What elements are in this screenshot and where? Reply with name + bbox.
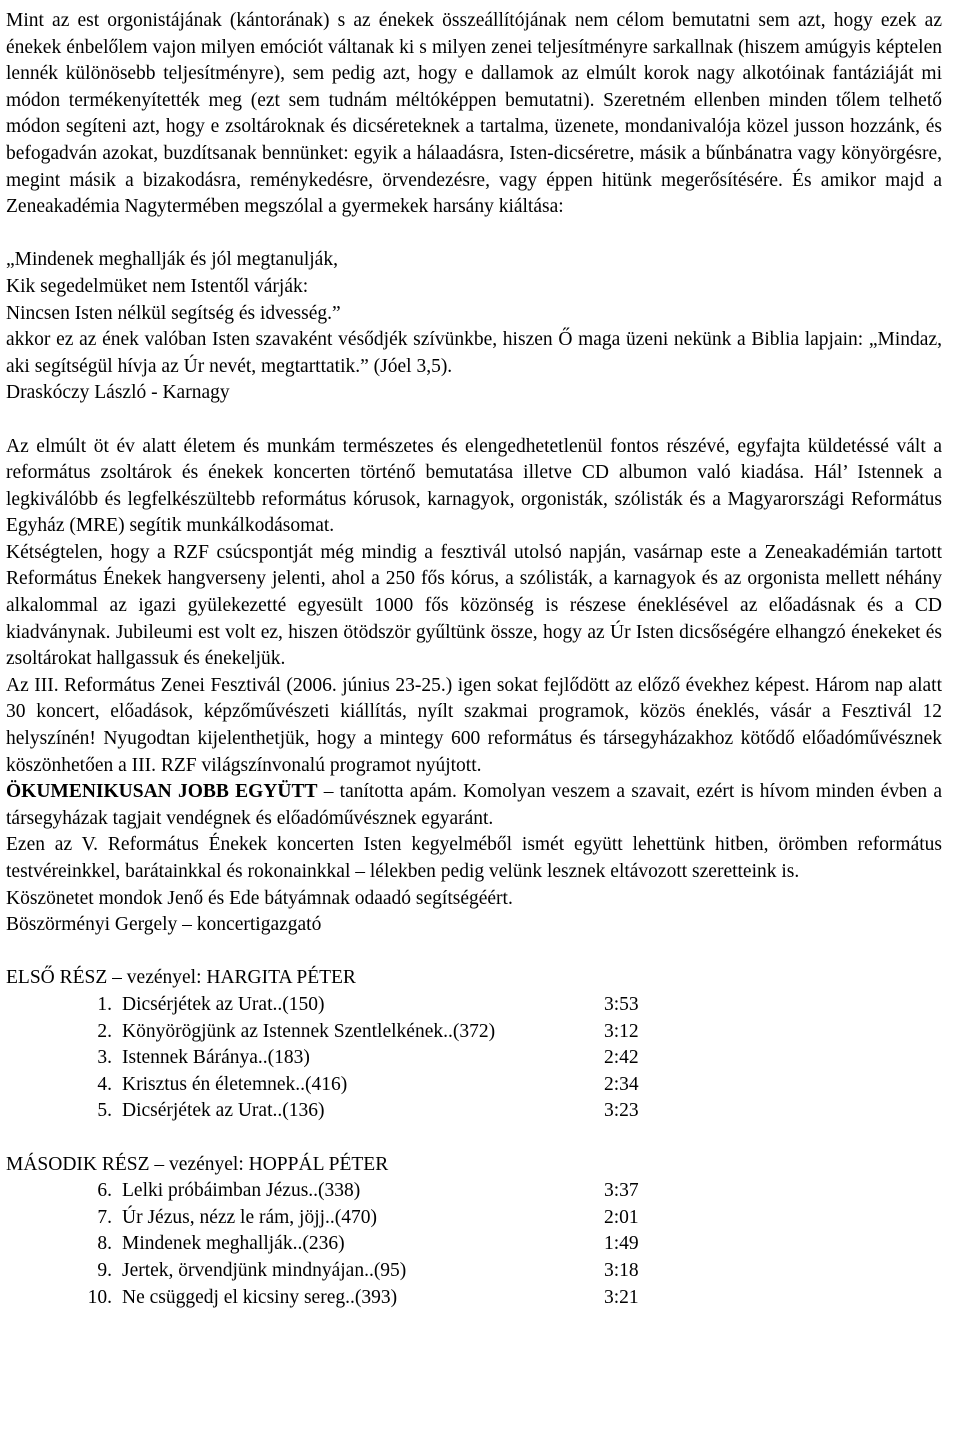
setlist-item-title: Istennek Báránya..(183) xyxy=(122,1047,310,1069)
paragraph-thanks: Köszönetet mondok Jenő és Ede bátyámnak odaadó segítségéért. xyxy=(6,887,513,909)
setlist-item-number: 3. xyxy=(97,1047,112,1069)
setlist-item-title: Krisztus én életemnek..(416) xyxy=(122,1073,348,1095)
paragraph-festival: Az III. Református Zenei Fesztivál (2006. június 23-25.) igen sokat fejlődött az előző évekhez képest. Három nap alatt 30 koncert, előadások, képzőművészeti kiállítás, nyílt szakmai programok, közös éneklés, vásár a Fesztivál 12 helyszínén! Nyugodtan kijelenthetjük, hogy a mintegy 600 református és társegyházakhoz kötődő előadóművésznek köszönhetően a III. RZF világszínvonalú programot nyújtott. xyxy=(6,674,942,776)
setlist-item-title: Dicsérjétek az Urat..(136) xyxy=(122,1100,325,1122)
quote-line: Kik segedelmüket nem Istentől várják: xyxy=(6,275,309,297)
spacer xyxy=(6,1125,942,1152)
setlist-item-title: Dicsérjétek az Urat..(150) xyxy=(122,993,325,1015)
setlist-item-title: Könyörögjünk az Istennek Szentlelkének..(372) xyxy=(122,1020,496,1042)
setlist-item xyxy=(6,1098,942,1125)
paragraph-ecumenical xyxy=(6,779,942,832)
setlist-item xyxy=(6,1258,942,1285)
setlist-item-duration: 2:42 xyxy=(604,1047,639,1069)
quote-line: Nincsen Isten nélkül segítség és idvesség.” xyxy=(6,302,341,324)
setlist-item-title: Úr Jézus, nézz le rám, jöjj..(470) xyxy=(122,1206,378,1228)
paragraph-concert: Ezen az V. Református Énekek koncerten Isten kegyelméből ismét együtt lehettünk hitben, örömben református testvéreinkkel, barátainkkal és rokonainkkal – lélekben pedig velünk lesznek eltávozott szeretteink is. xyxy=(6,834,942,882)
intro-paragraph: Mint az est orgonistájának (kántorának) s az énekek összeállítójának nem célom bemutatni sem azt, hogy ezek az énekek énbelőlem vajon milyen emóciót váltanak ki s milyen zenei teljesítményre sarkallnak (hiszem amúgyis képtelen lennék különösebb teljesítményre), sem pedig azt, hogy e dallamok az elmúlt korok nagy alkotóinak fantáziáját mi módon termékenyítették meg (ezt sem tudnám méltóképpen bemutatni). Szeretném ellenben minden tőlem telhető módon segíteni azt, hogy e zsoltároknak és dicséreteknek a tartalma, üzenete, mondanivalója közel jusson hozzánk, és befogadván azokat, buzdítsanak bennünket: egyik a hálaadásra, Isten-dicséretre, másik a bűnbánatra vagy könyörgésre, megint másik a bizakodásra, reménykedésre, örvendezésre, vagy éppen hitünk megerősítésére. És amikor majd a Zeneakadémia Nagytermében megszólal a gyermekek harsány kiáltása: xyxy=(6,10,942,218)
setlist-item-title: Lelki próbáimban Jézus..(338) xyxy=(122,1180,361,1202)
setlist-item-duration: 2:34 xyxy=(604,1073,639,1095)
setlist-item-duration: 2:01 xyxy=(604,1206,639,1228)
setlist-item xyxy=(6,1205,942,1232)
setlist-item-number: 10. xyxy=(87,1286,112,1308)
ecumenical-motto: ÖKUMENIKUSAN JOBB EGYÜTT xyxy=(6,781,318,803)
signature-draskoczy: Draskóczy László - Karnagy xyxy=(6,382,230,404)
setlist-item-number: 1. xyxy=(97,993,112,1015)
setlist-item-title: Mindenek meghallják..(236) xyxy=(122,1233,345,1255)
setlist-item-duration: 3:23 xyxy=(604,1100,639,1122)
setlist-item-duration: 3:53 xyxy=(604,993,639,1015)
setlist-item-number: 7. xyxy=(97,1206,112,1228)
spacer xyxy=(6,221,942,248)
quote-line: „Mindenek meghallják és jól megtanulják, xyxy=(6,249,338,271)
setlist-item-number: 2. xyxy=(97,1020,112,1042)
signature-boszormenyi: Böszörményi Gergely – koncertigazgató xyxy=(6,914,322,936)
quote-block xyxy=(6,247,942,327)
part-1-heading: ELSŐ RÉSZ – vezényel: HARGITA PÉTER xyxy=(6,967,356,989)
setlist-item-duration: 3:21 xyxy=(604,1286,639,1308)
part-2-setlist xyxy=(6,1178,942,1311)
setlist-item xyxy=(6,992,942,1019)
ecumenical-text: – tanította apám. Komolyan veszem a szavait, ezért is hívom minden évben a társegyházak tagjait vendégnek és előadóművésznek egyaránt. xyxy=(6,781,942,829)
after-quote-paragraph: akkor ez az ének valóban Isten szavaként vésődjék szívünkbe, hiszen Ő maga üzeni nekünk a Biblia lapjain: „Mindaz, aki segítségül hívja az Úr nevét, megtarttatik.” (Jóel 3,5). xyxy=(6,329,942,377)
setlist-item-number: 6. xyxy=(97,1180,112,1202)
setlist-item xyxy=(6,1072,942,1099)
paragraph-highlight: Kétségtelen, hogy a RZF csúcspontját még mindig a fesztivál utolsó napján, vasárnap este a Zeneakadémián tartott Református Énekek hangverseny jelenti, ahol a 250 fős kórus, a szólisták, a karnagyok és az orgonista mellett néhány alkalommal az igazi gyülekezetté egyesült 1000 fős közönség is részese éneklésével az előadásnak és a CD kiadványnak. Jubileumi est volt ez, hiszen ötödször gyűltünk össze, hogy az Úr Isten dicsőségére elhangzó énekeket és zsoltárokat hallgassuk és énekeljük. xyxy=(6,541,942,670)
part-2-heading: MÁSODIK RÉSZ – vezényel: HOPPÁL PÉTER xyxy=(6,1153,389,1175)
setlist-item xyxy=(6,1045,942,1072)
setlist-item xyxy=(6,1178,942,1205)
setlist-item-number: 5. xyxy=(97,1100,112,1122)
setlist-item-duration: 3:12 xyxy=(604,1020,639,1042)
part-1-setlist xyxy=(6,992,942,1125)
setlist-item xyxy=(6,1019,942,1046)
setlist-item-number: 9. xyxy=(97,1259,112,1281)
setlist-item-number: 4. xyxy=(97,1073,112,1095)
setlist-item xyxy=(6,1285,942,1312)
setlist-item-number: 8. xyxy=(97,1233,112,1255)
spacer xyxy=(6,939,942,966)
setlist-item-duration: 3:37 xyxy=(604,1180,639,1202)
setlist-item-duration: 3:18 xyxy=(604,1259,639,1281)
spacer xyxy=(6,407,942,434)
setlist-item-duration: 1:49 xyxy=(604,1233,639,1255)
setlist-item-title: Jertek, örvendjünk mindnyájan..(95) xyxy=(122,1259,407,1281)
paragraph-experience: Az elmúlt öt év alatt életem és munkám természetes és elengedhetetlenül fontos részévé, egyfajta küldetéssé vált a református zsoltárok és énekek koncerten történő bemutatása illetve CD albumon való kiadása. Hál’ Istennek a legkiválóbb és legfelkészültebb református kórusok, karnagyok, orgonisták, szólisták és a Magyarországi Református Egyház (MRE) segítik munkálkodásomat. xyxy=(6,435,942,537)
setlist-item xyxy=(6,1231,942,1258)
setlist-item-title: Ne csüggedj el kicsiny sereg..(393) xyxy=(122,1286,398,1308)
